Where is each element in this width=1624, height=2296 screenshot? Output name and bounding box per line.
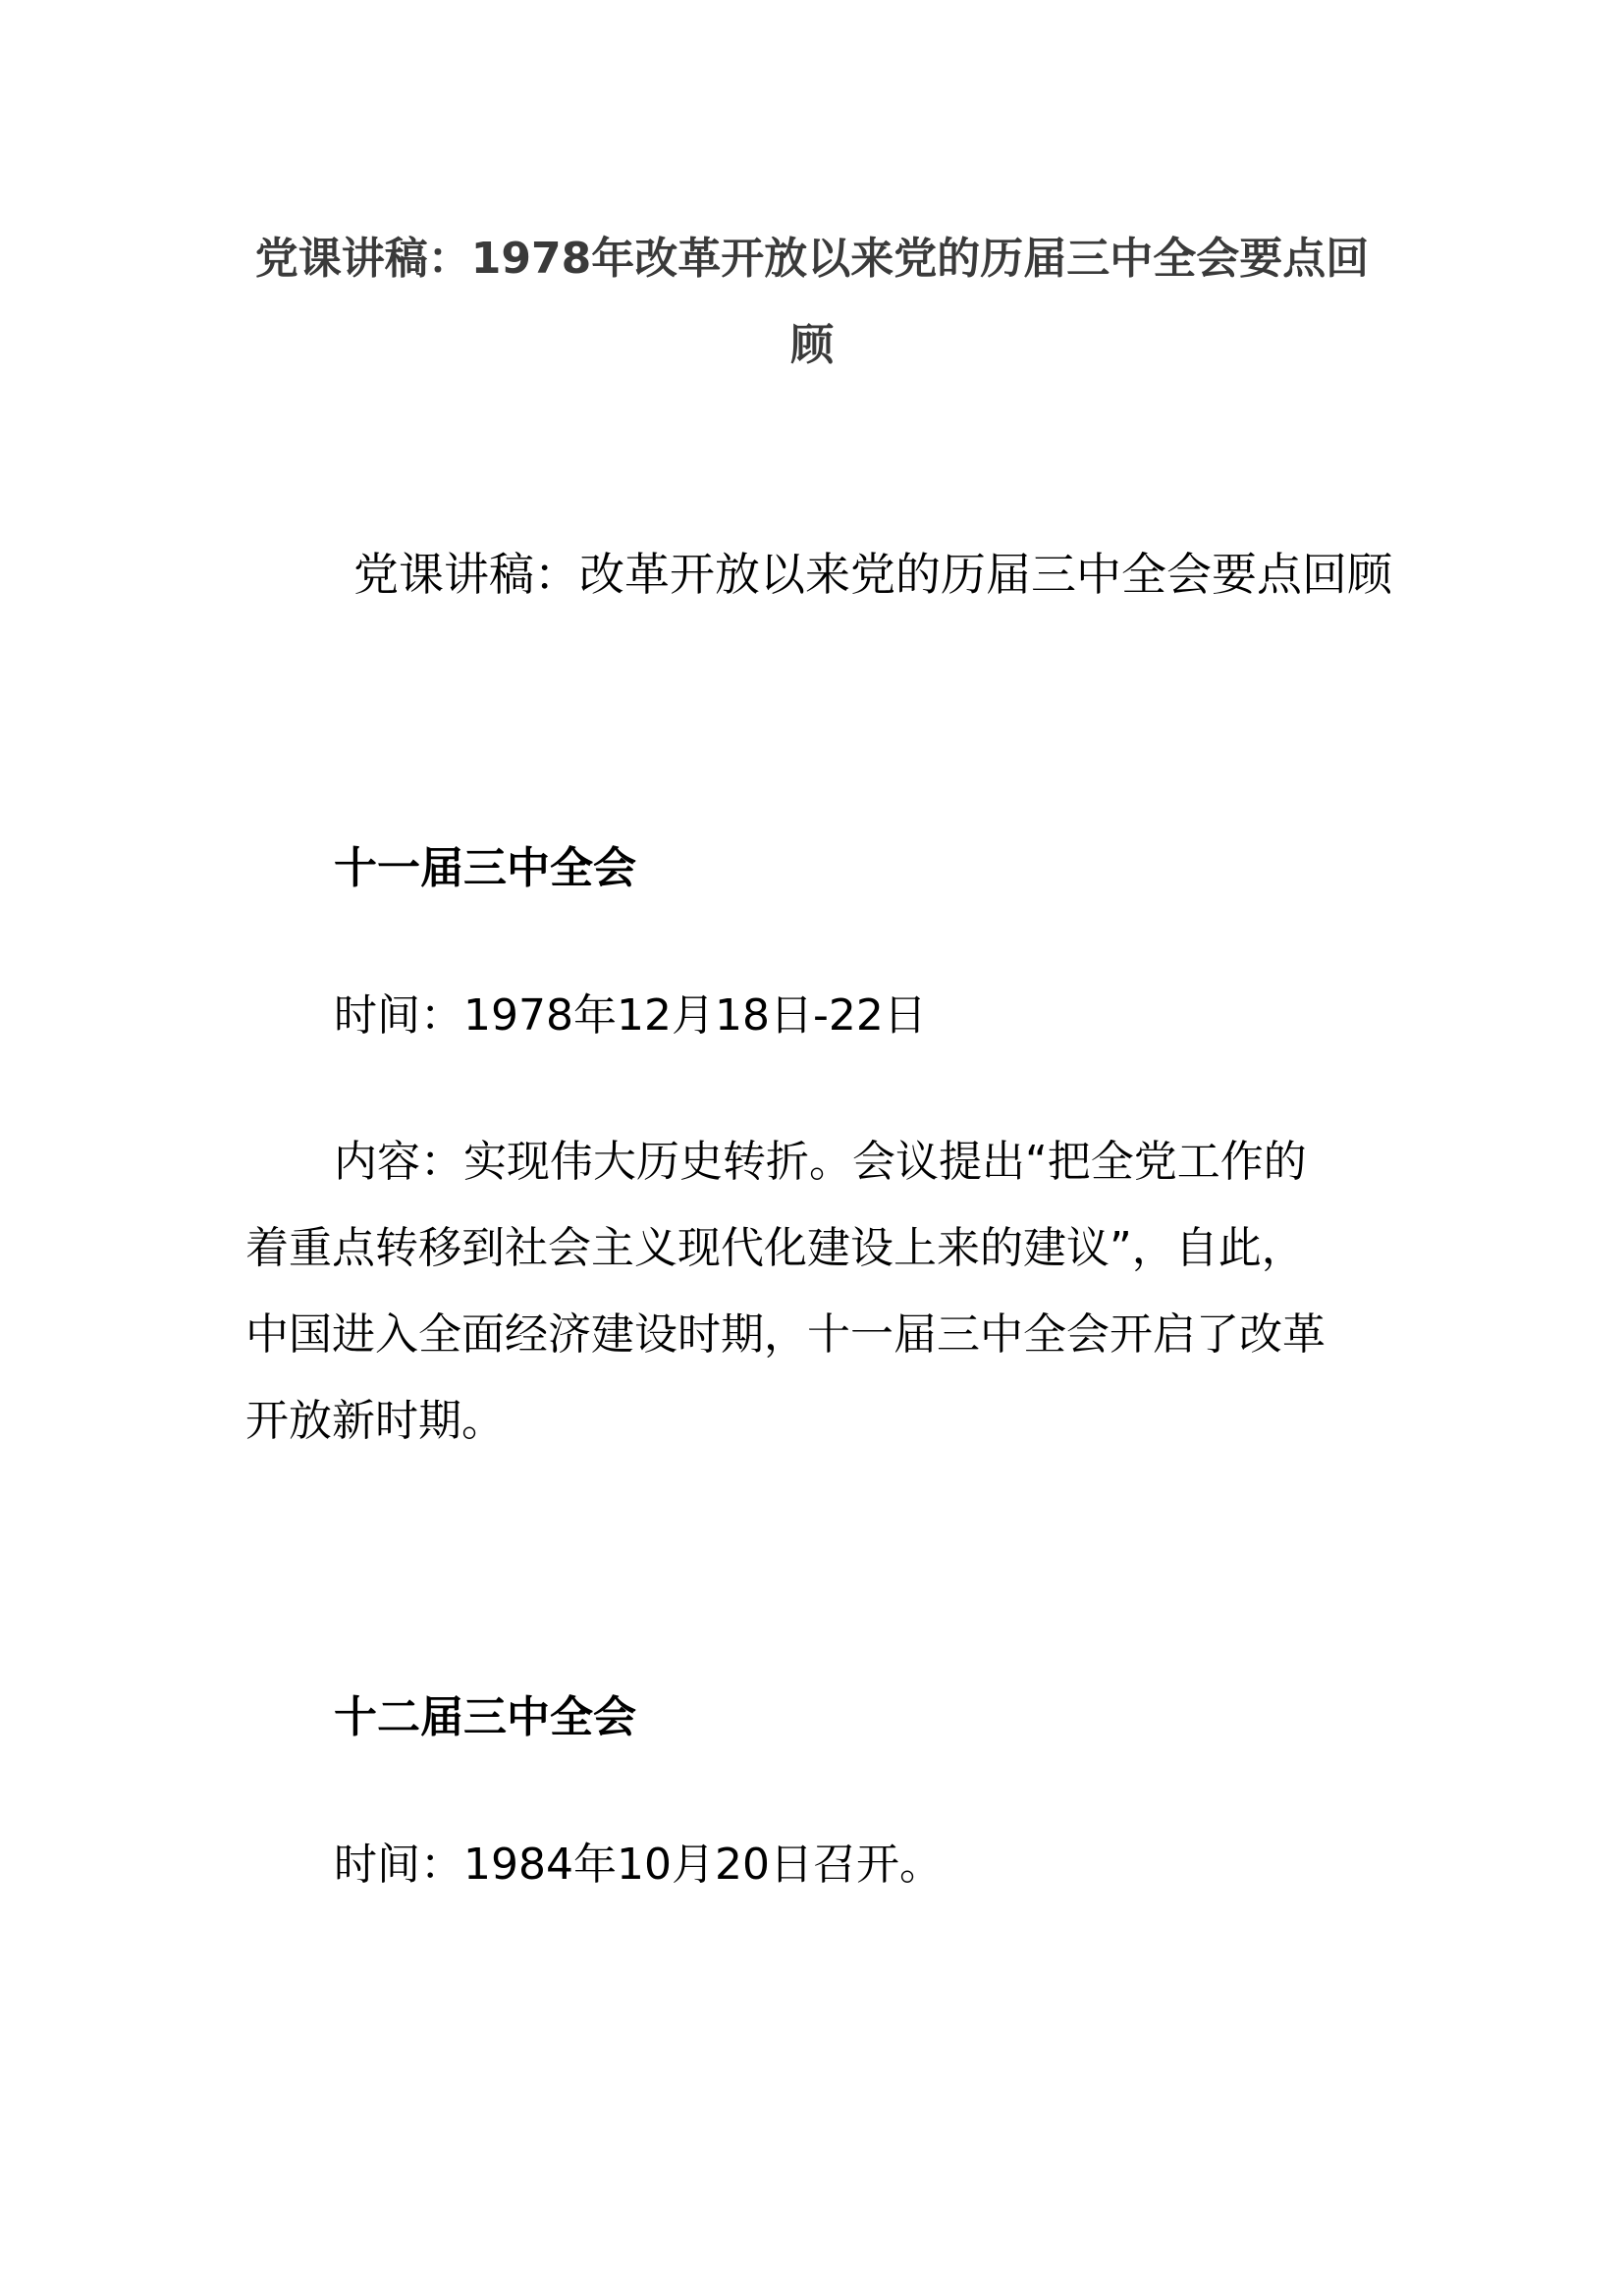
- content-line: [245, 1119, 1355, 1205]
- section-heading: 十一届三中全会: [334, 843, 636, 893]
- section-heading: 十二届三中全会: [334, 1692, 636, 1742]
- section-content: [245, 1119, 1355, 1465]
- document-title: 党课讲稿：1978年改革开放以来党的历届三中全会要点回顾: [254, 234, 1370, 370]
- content-text: 内容：实现伟大历史转折。会议提出“把全党工作的: [334, 1137, 1307, 1187]
- section-time: 时间：1978年12月18日-22日: [334, 990, 927, 1041]
- content-line: 开放新时期。: [245, 1396, 505, 1446]
- document-subtitle: 党课讲稿：改革开放以来党的历届三中全会要点回顾: [353, 548, 1392, 601]
- section-time: 时间：1984年10月20日召开。: [334, 1840, 943, 1890]
- content-line: 中国进入全面经济建设时期，十一届三中全会开启了改革: [245, 1309, 1326, 1360]
- content-line: 着重点转移到社会主义现代化建设上来的建议”，自此，: [245, 1223, 1305, 1273]
